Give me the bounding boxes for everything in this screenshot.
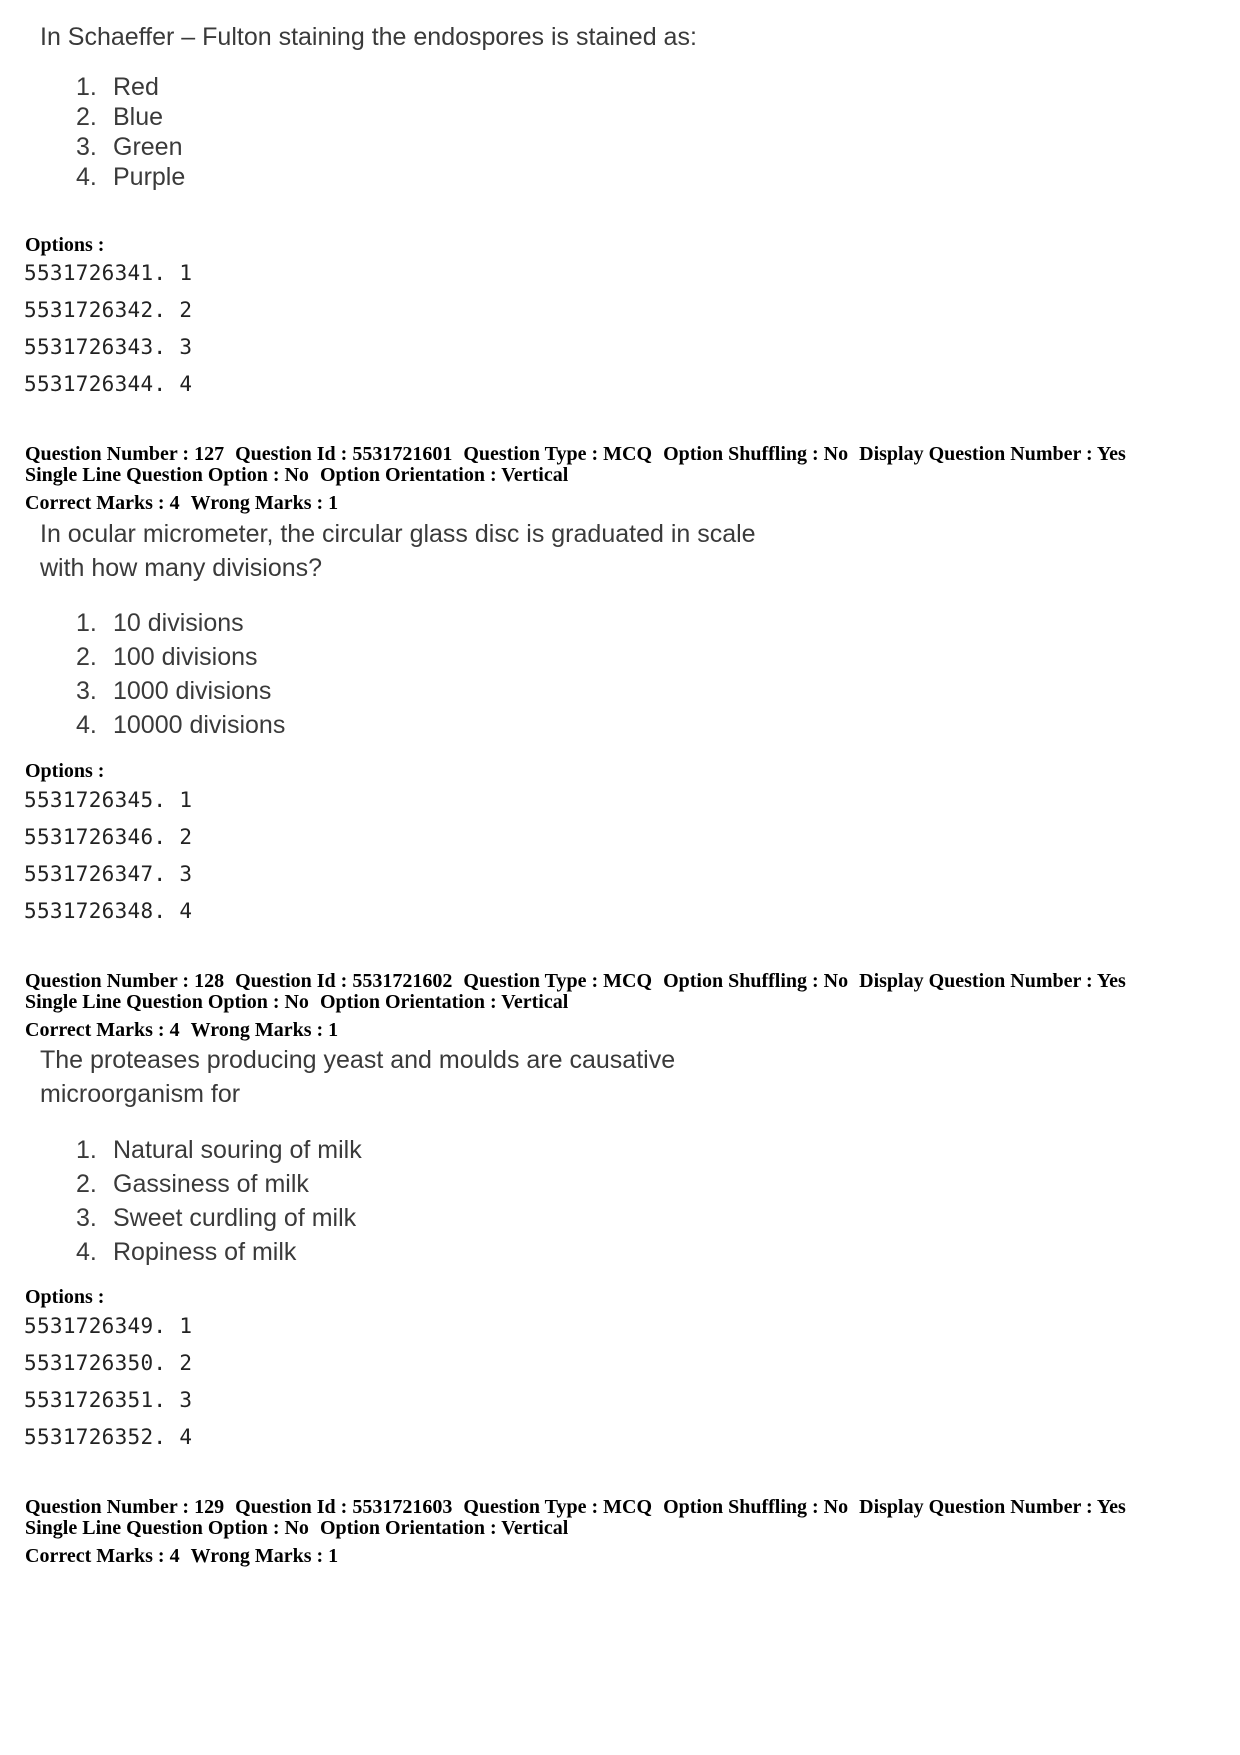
question-image	[26, 514, 806, 744]
option-id-row: 5531726341. 1	[24, 261, 193, 285]
question-meta-line-1: Question Number : 129 Question Id : 5531721603 Question Type : MCQ Option Shuffling : No Display Question Number : Yes	[25, 1496, 1126, 1518]
answer-choice: 1. Natural souring of milk	[76, 1136, 362, 1164]
options-heading: Options :	[25, 760, 105, 782]
option-id-row: 5531726345. 1	[24, 788, 193, 812]
question-marks: Correct Marks : 4 Wrong Marks : 1	[25, 492, 339, 514]
answer-choice: 2. 100 divisions	[76, 643, 258, 671]
option-id-row: 5531726346. 2	[24, 825, 193, 849]
question-marks: Correct Marks : 4 Wrong Marks : 1	[25, 1019, 339, 1041]
question-meta-line-1: Question Number : 127 Question Id : 5531721601 Question Type : MCQ Option Shuffling : No Display Question Number : Yes	[25, 443, 1126, 465]
options-heading: Options :	[25, 234, 105, 256]
question-stem: with how many divisions?	[40, 554, 323, 582]
answer-choice: 2. Gassiness of milk	[76, 1170, 309, 1198]
answer-choice: 3. 1000 divisions	[76, 677, 272, 705]
answer-choice: 4. Purple	[76, 163, 186, 191]
question-meta-line-2: Single Line Question Option : No Option Orientation : Vertical	[25, 1517, 569, 1539]
question-image	[26, 1041, 806, 1271]
answer-choice: 1. 10 divisions	[76, 609, 244, 637]
question-image	[26, 18, 806, 218]
options-heading: Options :	[25, 1286, 105, 1308]
answer-choice: 3. Green	[76, 133, 183, 161]
answer-choice: 4. Ropiness of milk	[76, 1238, 297, 1266]
option-id-row: 5531726351. 3	[24, 1388, 193, 1412]
option-id-row: 5531726350. 2	[24, 1351, 193, 1375]
option-id-row: 5531726343. 3	[24, 335, 193, 359]
question-stem: microorganism for	[40, 1080, 241, 1108]
question-stem: In ocular micrometer, the circular glass disc is graduated in scale	[40, 520, 756, 548]
question-meta-line-2: Single Line Question Option : No Option Orientation : Vertical	[25, 991, 569, 1013]
question-stem: The proteases producing yeast and moulds are causative	[40, 1046, 676, 1074]
option-id-row: 5531726349. 1	[24, 1314, 193, 1338]
question-meta-line-1: Question Number : 128 Question Id : 5531721602 Question Type : MCQ Option Shuffling : No Display Question Number : Yes	[25, 970, 1126, 992]
option-id-row: 5531726342. 2	[24, 298, 193, 322]
answer-choice: 3. Sweet curdling of milk	[76, 1204, 357, 1232]
answer-choice: 1. Red	[76, 73, 159, 101]
question-stem: In Schaeffer – Fulton staining the endospores is stained as:	[40, 23, 697, 51]
answer-choice: 2. Blue	[76, 103, 164, 131]
question-meta-line-2: Single Line Question Option : No Option Orientation : Vertical	[25, 464, 569, 486]
option-id-row: 5531726348. 4	[24, 899, 193, 923]
question-marks: Correct Marks : 4 Wrong Marks : 1	[25, 1545, 339, 1567]
option-id-row: 5531726347. 3	[24, 862, 193, 886]
option-id-row: 5531726352. 4	[24, 1425, 193, 1449]
answer-choice: 4. 10000 divisions	[76, 711, 286, 739]
option-id-row: 5531726344. 4	[24, 372, 193, 396]
